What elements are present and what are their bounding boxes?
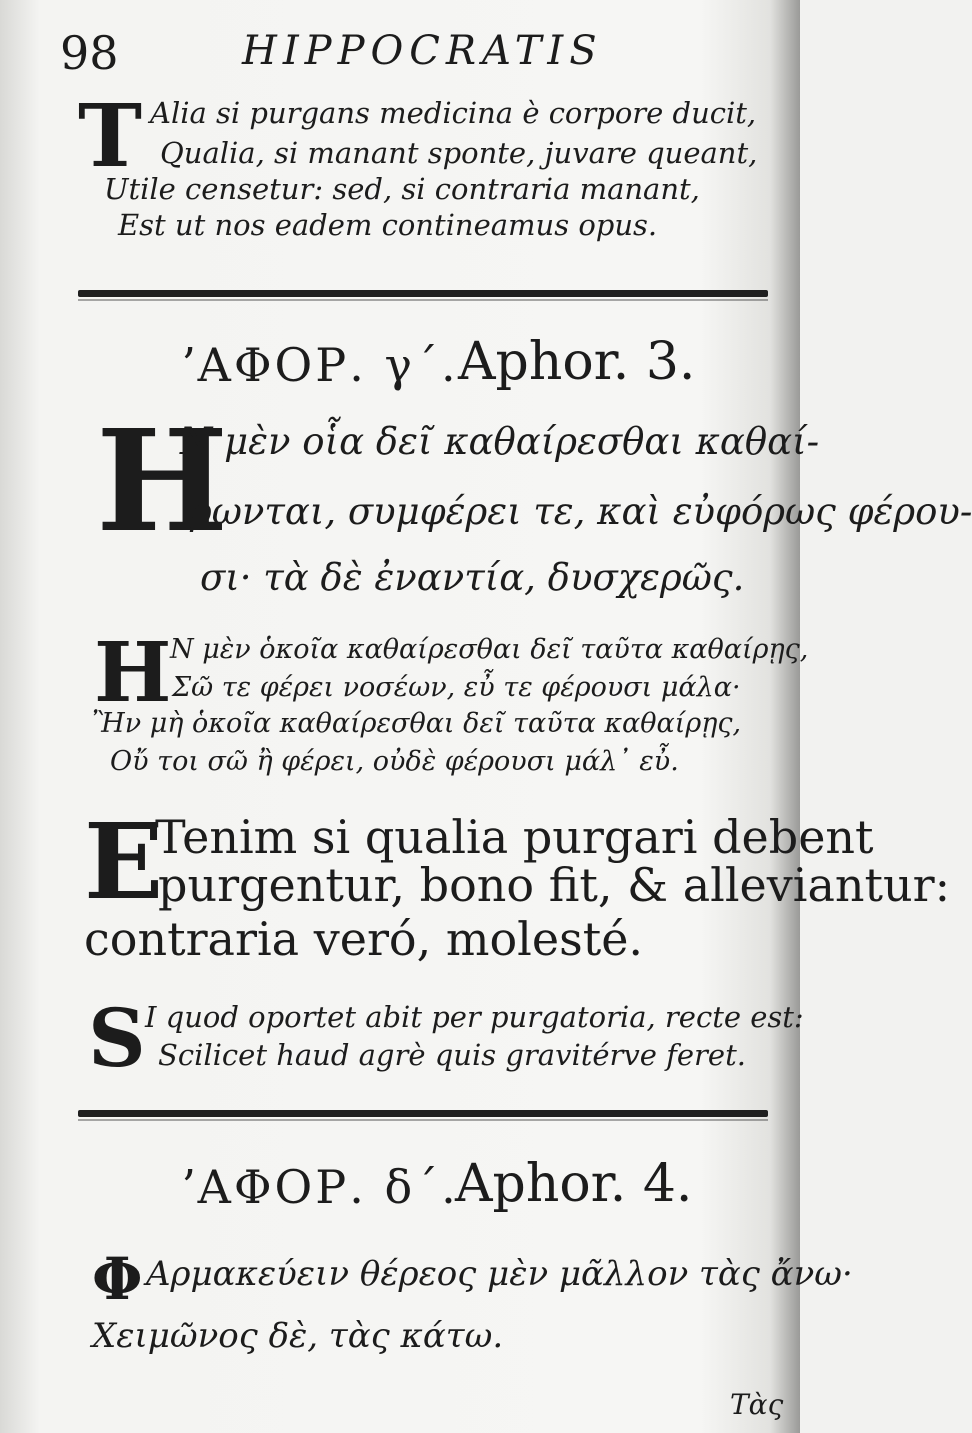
aphorism3-verse-line-2: Scilicet haud agrè quis gravitérve feret.	[158, 1038, 746, 1072]
verse1-line-1: Alia si purgans medicina è corpore ducit,	[150, 96, 757, 130]
aphorism3-greek-line-1: Ν μὲν οἷα δεῖ καθαίρεσθαι καθαί-	[180, 420, 820, 463]
aphorism3-greek-verse-line-3: Ἢν μὴ ὁκοῖα καθαίρεσθαι δεῖ ταῦτα καθαίρῃς,	[92, 708, 742, 739]
aphorism3-greek-verse-line-2: Σῶ τε φέρει νοσέων, εὖ τε φέρουσι μάλα·	[172, 672, 741, 703]
aphorism3-greek-line-3: σι· τὰ δὲ ἐναντία, δυσχερῶς.	[200, 556, 745, 599]
aphorism3-greek-verse-line-1: Ν μὲν ὁκοῖα καθαίρεσθαι δεῖ ταῦτα καθαίρῃς,	[170, 634, 809, 665]
verse1-line-2: Qualia, si manant sponte, juvare queant,	[160, 136, 758, 170]
aphorism3-heading-latin: Aphor. 3.	[458, 332, 696, 392]
verse1-line-4: Est ut nos eadem contineamus opus.	[118, 208, 658, 242]
aphorism3-latin-line-2: purgentur, bono fit, & alleviantur:	[158, 858, 951, 912]
aphorism3-greek-verse-dropcap: H	[94, 625, 172, 721]
aphorism3-latin-line-1: Tenim si qualia purgari debent	[155, 810, 874, 864]
verse1-line-3: Utile censetur: sed, si contraria manant,	[104, 172, 700, 206]
aphorism3-verse-line-1: I quod oportet abit per purgatoria, recte est:	[145, 1000, 804, 1034]
aphorism3-latin-line-3: contraria veró, molesté.	[84, 912, 644, 966]
aphorism4-heading-latin: Aphor. 4.	[455, 1154, 693, 1214]
aphorism3-greek-dropcap: H	[96, 400, 229, 564]
aphorism4-heading-greek: ʼΑΦΟΡ. δ΄.	[180, 1160, 459, 1214]
aphorism3-latin-dropcap: E	[84, 800, 164, 923]
catchword: Τὰς	[730, 1388, 784, 1421]
aphorism3-greek-verse-line-4: Οὔ τοι σῶ ἢ φέρει, οὐδὲ φέρουσι μάλ᾽ εὖ.	[110, 746, 679, 777]
page-number: 98	[60, 26, 119, 80]
aphorism3-heading-greek: ʼΑΦΟΡ. γ΄.	[180, 338, 459, 392]
aphorism3-verse-dropcap: S	[88, 991, 146, 1085]
aphorism4-greek-line-1: Αρμακεύειν θέρεος μὲν μᾶλλον τὰς ἄνω·	[146, 1254, 853, 1294]
verse1-dropcap: T	[78, 86, 142, 187]
aphorism4-greek-line-2: Χειμῶνος δὲ, τὰς κάτω.	[92, 1316, 504, 1356]
ornamental-rule	[78, 1110, 768, 1117]
ornamental-rule	[78, 290, 768, 297]
running-head: HIPPOCRATIS	[242, 28, 603, 74]
aphorism4-greek-dropcap: Φ	[92, 1245, 143, 1313]
aphorism3-greek-line-2: ρωνται, συμφέρει τε, καὶ εὐφόρως φέρου-	[190, 490, 972, 533]
